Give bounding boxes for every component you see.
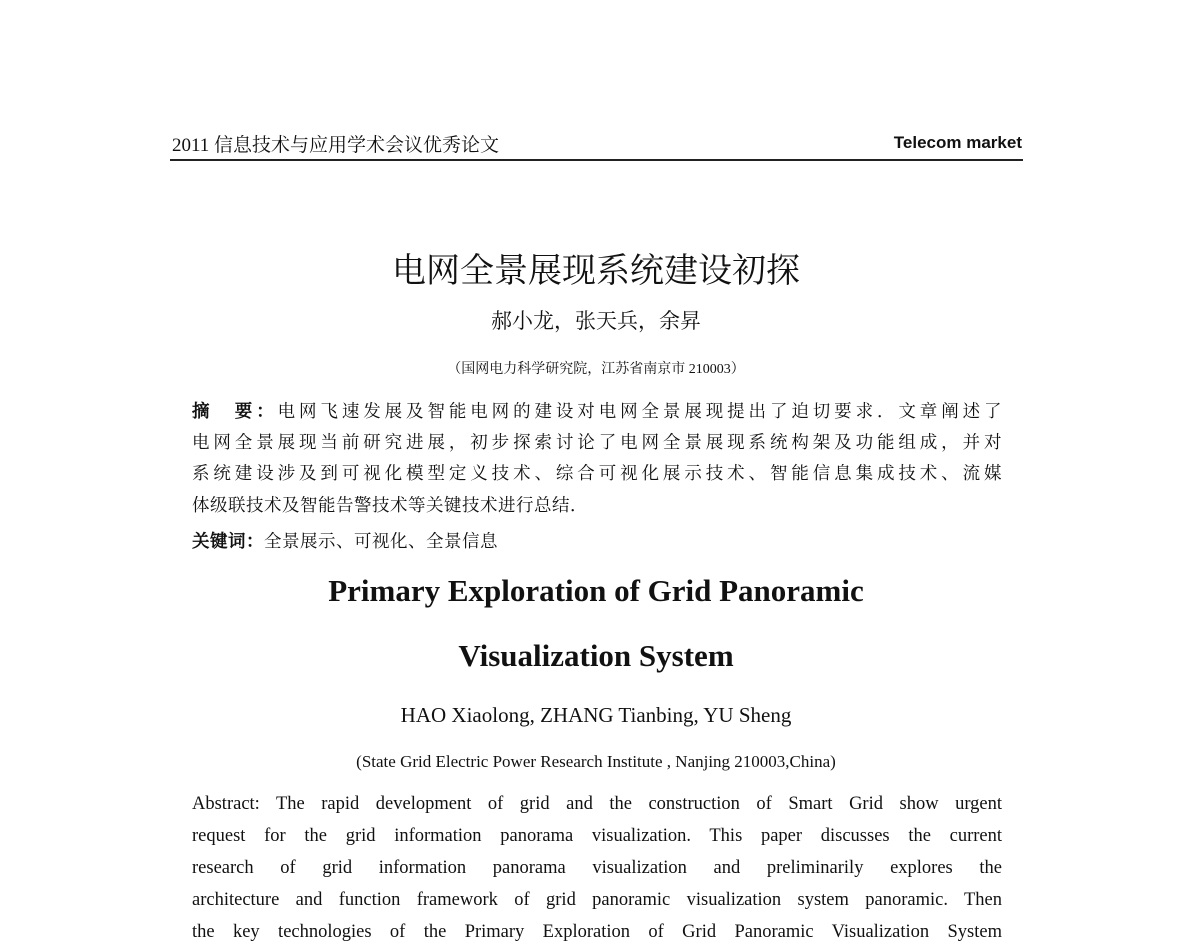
- abstract-cn-line: [192, 398, 1002, 423]
- keywords-cn: [192, 528, 1002, 553]
- abstract-cn-line: 体级联技术及智能告警技术等关键技术进行总结．: [192, 496, 588, 516]
- keywords-cn-text: 全景展示、可视化、全景信息: [264, 532, 498, 552]
- abstract-en-line: request for the grid information panorama visualization. This paper discusses the current: [192, 826, 1002, 846]
- journal-name: Telecom market: [893, 133, 1022, 152]
- affiliation-en: (State Grid Electric Power Research Institute , Nanjing 210003,China): [356, 752, 836, 771]
- abstract-cn-line: 系统建设涉及到可视化模型定义技术、综合可视化展示技术、智能信息集成技术、流媒: [192, 464, 1002, 484]
- abstract-cn-label: 摘 要：: [192, 402, 278, 422]
- abstract-en-line: research of grid information panorama visualization and preliminarily explores the: [192, 858, 1002, 878]
- paper-title-cn: 电网全景展现系统建设初探: [392, 251, 800, 291]
- authors-en: HAO Xiaolong, ZHANG Tianbing, YU Sheng: [400, 703, 792, 727]
- abstract-en-line: [192, 794, 1002, 815]
- keywords-cn-label: 关键词：: [192, 532, 264, 552]
- conference-header: 2011 信息技术与应用学术会议优秀论文: [172, 135, 500, 156]
- abstract-en-line: architecture and function framework of grid panoramic visualization system panoramic. Then: [192, 890, 1002, 910]
- abstract-cn-text: 电网飞速发展及智能电网的建设对电网全景展现提出了迫切要求．文章阐述了: [277, 402, 1003, 422]
- abstract-en-line: the key technologies of the Primary Exploration of Grid Panoramic Visualization System: [192, 922, 1002, 942]
- abstract-en-text: The rapid development of grid and the construction of Smart Grid show urgent: [259, 794, 1002, 814]
- paper-title-en-line2: Visualization System: [458, 638, 734, 673]
- affiliation-cn: （国网电力科学研究院，江苏省南京市 210003）: [447, 362, 745, 377]
- header-rule: [170, 159, 1023, 161]
- abstract-en-label: Abstract:: [192, 794, 260, 814]
- paper-title-en-line1: Primary Exploration of Grid Panoramic: [328, 573, 864, 608]
- authors-cn: 郝小龙，张天兵，余昇: [491, 309, 701, 333]
- abstract-cn-line: 电网全景展现当前研究进展，初步探索讨论了电网全景展现系统构架及功能组成，并对: [192, 433, 1002, 453]
